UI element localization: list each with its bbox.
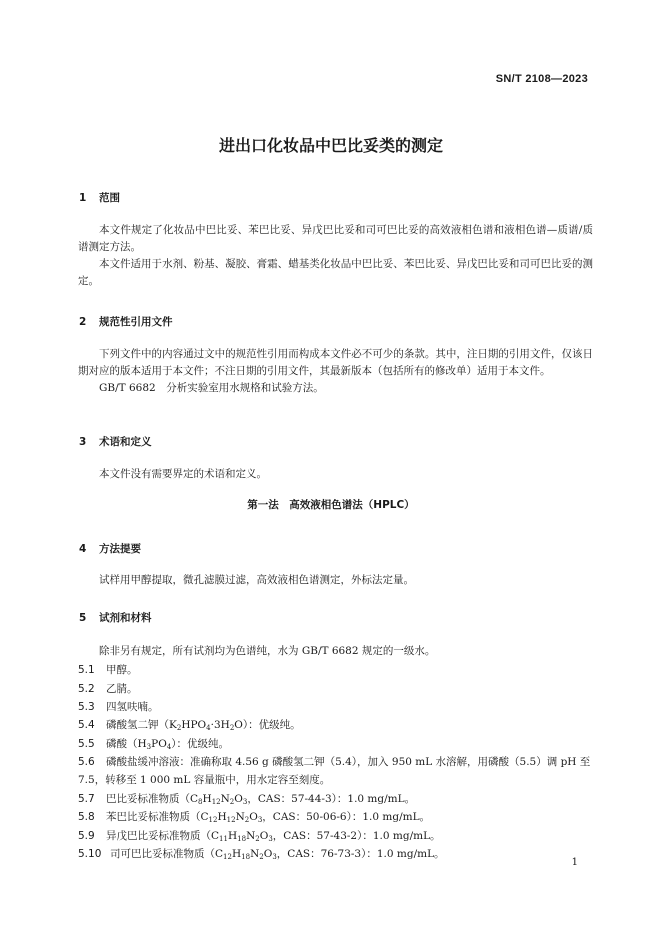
section-5-heading	[79, 610, 152, 625]
subscript: 2	[176, 724, 182, 732]
text-part: ·3H	[210, 719, 230, 731]
section-4-heading	[79, 541, 141, 556]
subscript: 2	[229, 798, 235, 806]
subscript: 2	[255, 835, 260, 843]
text-part: H	[217, 811, 227, 823]
subscript: 2	[259, 853, 264, 861]
item-number: 5.8	[78, 811, 95, 823]
subscript: 18	[237, 835, 247, 843]
list-item	[78, 828, 441, 843]
text-part: 司可巴比妥标准物质（C	[110, 848, 224, 860]
subscript: 3	[272, 853, 277, 861]
section-3-body	[78, 466, 593, 483]
subscript: 2	[229, 724, 235, 732]
subscript: 12	[226, 816, 236, 824]
text-part: PO	[151, 738, 167, 750]
section-title: 术语和定义	[99, 436, 152, 448]
list-item	[78, 809, 430, 824]
item-text	[106, 830, 441, 842]
text-part: O）：优级纯。	[234, 719, 301, 731]
section-1-heading	[79, 190, 120, 205]
section-2-heading	[79, 314, 173, 329]
subscript: 18	[241, 853, 251, 861]
item-number: 5.7	[78, 793, 95, 805]
subscript: 12	[211, 798, 221, 806]
item-number: 5.5	[78, 738, 95, 750]
section-number: 4	[79, 543, 87, 555]
item-text	[110, 848, 445, 860]
text-part: ，CAS：76-73-3）：1.0 mg/mL。	[276, 848, 445, 860]
subscript: 11	[219, 835, 228, 843]
item-number: 5.1	[78, 664, 95, 676]
text-part: N	[220, 793, 230, 805]
text-part: H	[202, 793, 212, 805]
section-title: 规范性引用文件	[99, 316, 173, 328]
paragraph: 本文件没有需要界定的术语和定义。	[99, 468, 267, 480]
text-part: N	[250, 848, 260, 860]
section-4-body	[78, 572, 593, 589]
text-part: O	[249, 811, 258, 823]
paragraph: 下列文件中的内容通过文中的规范性引用而构成本文件必不可少的条款。其中，注日期的引用文件，仅该日期对应的版本适用于本文件；不注日期的引用文件，其最新版本（包括所有的修改单）适用于本文件。	[78, 348, 593, 377]
item-number: 5.6	[78, 756, 95, 768]
text-part: O	[234, 793, 243, 805]
section-number: 3	[79, 436, 87, 448]
subscript: 3	[146, 743, 152, 751]
subscript: 4	[206, 724, 211, 732]
item-text	[106, 738, 229, 750]
list-item	[78, 699, 159, 714]
paragraph: 本文件适用于水剂、粉基、凝胶、膏霜、蜡基类化妆品中巴比妥、苯巴比妥、异戊巴比妥和司可巴比妥的测定。	[78, 258, 593, 287]
text-part: O	[263, 848, 273, 860]
text-part: 巴比妥标准物质（C	[106, 793, 199, 805]
item-text: 乙腈。	[106, 683, 138, 695]
text-part: ，CAS：50-06-6）：1.0 mg/mL。	[262, 811, 431, 823]
text-part: H	[227, 830, 238, 842]
section-3-heading	[79, 434, 152, 449]
text-part: 异戊巴比妥标准物质（C	[106, 830, 220, 842]
list-item	[78, 681, 138, 696]
list-item	[78, 736, 229, 751]
section-number: 1	[79, 192, 87, 204]
page-number: 1	[571, 857, 578, 868]
text-part: H	[231, 848, 242, 860]
section-1-body	[78, 222, 593, 290]
text-part: O	[259, 830, 269, 842]
reference-entry: GB/T 6682 分析实验室用水规格和试验方法。	[99, 382, 324, 394]
item-text: 四氢呋喃。	[106, 701, 159, 713]
list-item	[78, 717, 301, 732]
list-item	[78, 754, 590, 769]
section-2-body	[78, 346, 593, 397]
subscript: 3	[242, 798, 248, 806]
item-text: 磷酸盐缓冲溶液：准确称取 4.56 g 磷酸氢二钾（5.4），加入 950 mL 水溶解，用磷酸（5.5）调 pH 至	[106, 756, 591, 768]
list-item	[78, 846, 445, 861]
text-part: HPO	[181, 719, 207, 731]
section-title: 方法提要	[99, 543, 141, 555]
text-part: ，CAS：57-43-2）：1.0 mg/mL。	[272, 830, 441, 842]
subscript: 2	[244, 816, 250, 824]
subscript: 4	[166, 743, 172, 751]
item-text	[106, 811, 430, 823]
list-item-continuation: 7.5，转移至 1 000 mL 容量瓶中，用水定容至刻度。	[78, 774, 331, 786]
section-5-intro	[78, 643, 593, 660]
method-heading: 第一法 高效液相色谱法（HPLC）	[247, 499, 415, 511]
item-number: 5.3	[78, 701, 95, 713]
section-title: 范围	[99, 192, 120, 204]
item-number: 5.4	[78, 719, 95, 731]
item-text: 甲醇。	[106, 664, 138, 676]
text-part: 磷酸氢二钾（K	[106, 719, 177, 731]
section-title: 试剂和材料	[99, 612, 152, 624]
section-number: 5	[79, 612, 87, 624]
subscript: 3	[268, 835, 273, 843]
text-part: ，CAS：57-44-3）：1.0 mg/mL。	[247, 793, 416, 805]
document-title: 进出口化妆品中巴比妥类的测定	[218, 136, 443, 155]
item-number: 5.9	[78, 830, 95, 842]
text-part: N	[246, 830, 256, 842]
item-text	[106, 793, 415, 805]
section-number: 2	[79, 316, 87, 328]
paragraph: 试样用甲醇提取，微孔滤膜过滤，高效液相色谱测定，外标法定量。	[99, 574, 414, 586]
subscript: 12	[223, 853, 232, 861]
list-item	[78, 662, 138, 677]
paragraph: 除非另有规定，所有试剂均为色谱纯，水为 GB/T 6682 规定的一级水。	[99, 645, 436, 657]
text-part: ）：优级纯。	[171, 738, 230, 750]
standard-number: SN/T 2108—2023	[495, 73, 588, 85]
item-number: 5.10	[78, 848, 102, 860]
paragraph: 本文件规定了化妆品中巴比妥、苯巴比妥、异戊巴比妥和司可巴比妥的高效液相色谱和液相色谱—质谱/质谱测定方法。	[78, 224, 593, 253]
subscript: 3	[257, 816, 263, 824]
list-item	[78, 791, 415, 806]
item-text	[106, 719, 301, 731]
text-part: 磷酸（H	[106, 738, 147, 750]
subscript: 8	[198, 798, 203, 806]
text-part: N	[235, 811, 245, 823]
subscript: 12	[208, 816, 218, 824]
text-part: 苯巴比妥标准物质（C	[106, 811, 209, 823]
item-number: 5.2	[78, 683, 95, 695]
